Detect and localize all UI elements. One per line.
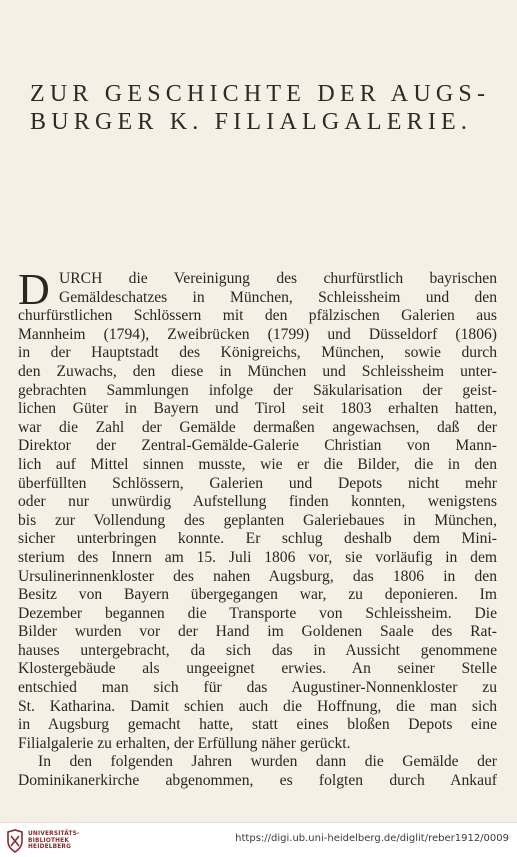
library-name [28,831,80,851]
text-line: lich auf Mittel sinnen musste, wie er die Bilder, die in den [18,455,497,473]
text-line: Besitz von Bayern übergegangen war, zu deponieren. Im [18,586,497,604]
library-seal-icon [6,829,24,853]
text-line: In den folgenden Jahren wurden dann die Gemälde der [38,753,497,771]
library-name-line: BIBLIOTHEK [28,837,70,844]
text-line: sicher unterbringen konnte. Er schlug deshalb dem Mini- [18,530,497,548]
text-line: gebrachten Sammlungen infolge der Säkularisation der geist- [18,381,497,399]
text-line: war die Zahl der Gemälde dermaßen angewachsen, daß der [18,418,497,436]
text-line: in Augsburg gemacht hatte, statt eines bloßen Depots eine [18,716,497,734]
viewer-footer [0,822,517,857]
drop-cap: D [18,265,50,314]
text-line: Dominikanerkirche abgenommen, es folgten durch Ankauf [18,772,497,790]
text-line: Dezember begannen die Transporte von Schleissheim. Die [18,604,497,622]
text-line: oder nur unwürdig Aufstellung finden konnten, wenigstens [18,493,497,511]
text-line: entschied man sich für das Augustiner-Nonnenkloster zu [18,679,497,697]
text-line: bis zur Vollendung des geplanten Galeriebaues in München, [18,511,497,529]
text-line: sterium des Innern am 15. Juli 1806 vor, sie vorläufig in dem [18,548,497,566]
text-line: Ursulinerinnenkloster des nahen Augsburg, das 1806 in den [18,567,497,585]
library-logo[interactable] [6,827,80,855]
library-name-line: HEIDELBERG [28,844,72,851]
title-line-1: ZUR GESCHICHTE DER AUGS- [30,81,491,107]
title-line-2: BURGER K. FILIALGALERIE. [30,109,473,135]
library-name-line: UNIVERSITÄTS- [28,831,80,838]
text-line: Gemäldeschatzes in München, Schleissheim und den [59,288,497,306]
text-line: in der Hauptstadt des Königreichs, München, sowie durch [18,344,497,362]
text-line: Klostergebäude als ungeeignet erwies. An seiner Stelle [18,660,497,678]
text-line: lichen Güter in Bayern und Tirol seit 1803 erhalten hatten, [18,400,497,418]
body-text [18,265,497,791]
text-line: St. Katharina. Damit schien auch die Hoffnung, die man sich [18,697,497,715]
text-line: überfüllten Schlössern, Galerien und Depots nicht mehr [18,474,497,492]
text-line: den Zuwachs, den diese in München und Schleissheim unter- [18,362,497,380]
text-line: Mannheim (1794), Zweibrücken (1799) und Düsseldorf (1806) [18,325,497,343]
text-line: Direktor der Zentral-Gemälde-Galerie Christian von Mann- [18,437,497,455]
source-url[interactable]: https://digi.ub.uni-heidelberg.de/diglit/reber1912/0009 [235,833,509,844]
text-line: Bilder wurden vor der Hand im Goldenen Saale des Rat- [18,623,497,641]
text-line: URCH die Vereinigung des churfürstlich bayrischen [59,270,497,287]
text-line: churfürstlichen Schlössern mit den pfälzischen Galerien aus [18,307,497,325]
text-line: hauses untergebracht, da sich das in Aussicht genommene [18,641,497,659]
page-title [30,80,500,136]
text-line-paragraph-end: Filialgalerie zu erhalten, der Erfüllung näher gerückt. [18,734,351,752]
